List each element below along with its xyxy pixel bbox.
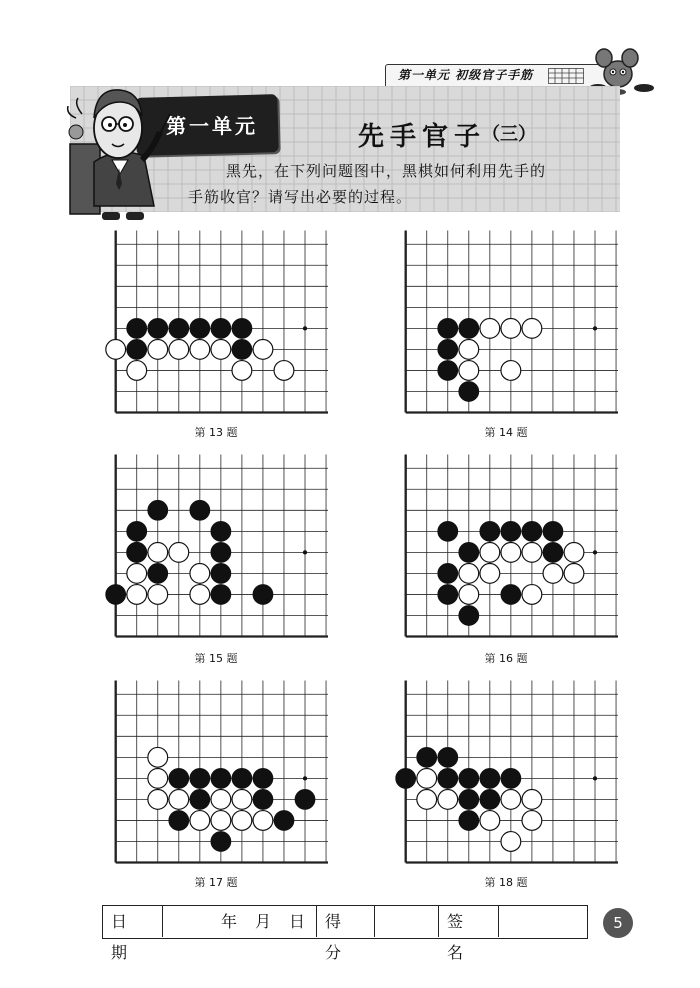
black-stone [148, 500, 168, 520]
white-stone [148, 768, 168, 788]
white-stone [148, 340, 168, 360]
black-stone [417, 747, 437, 767]
white-stone [522, 318, 542, 338]
score-field[interactable] [375, 906, 439, 937]
black-stone [211, 521, 231, 541]
white-stone [169, 790, 189, 810]
black-stone [438, 521, 458, 541]
black-stone [232, 318, 252, 338]
white-stone [169, 340, 189, 360]
black-stone [459, 811, 479, 831]
black-stone [211, 585, 231, 605]
white-stone [274, 361, 294, 381]
problem-board-14 [392, 230, 618, 415]
white-stone [232, 790, 252, 810]
black-stone [480, 521, 500, 541]
white-stone [148, 585, 168, 605]
white-stone [190, 811, 210, 831]
white-stone [564, 564, 584, 584]
year-label: 年 [221, 912, 244, 931]
white-stone [459, 361, 479, 381]
lesson-title: 先手官子 [358, 122, 487, 152]
black-stone [501, 521, 521, 541]
star-point [593, 776, 597, 780]
black-stone [169, 768, 189, 788]
star-point [593, 326, 597, 330]
black-stone [438, 340, 458, 360]
black-stone [438, 318, 458, 338]
white-stone [211, 340, 231, 360]
white-stone [232, 361, 252, 381]
date-label: 日 期 [103, 906, 163, 937]
white-stone [417, 768, 437, 788]
white-stone [501, 318, 521, 338]
black-stone [459, 382, 479, 402]
black-stone [438, 747, 458, 767]
black-stone [211, 564, 231, 584]
star-point [303, 550, 307, 554]
black-stone [501, 585, 521, 605]
star-point [593, 550, 597, 554]
star-point [303, 326, 307, 330]
black-stone [127, 521, 147, 541]
black-stone [438, 585, 458, 605]
black-stone [148, 318, 168, 338]
black-stone [211, 542, 231, 562]
problem-board-16 [392, 454, 618, 639]
instruction-line-1: 黑先，在下列问题图中，黑棋如何利用先手的 [226, 162, 547, 180]
black-stone [190, 500, 210, 520]
white-stone [480, 564, 500, 584]
black-stone [459, 790, 479, 810]
month-label: 月 [255, 912, 278, 931]
black-stone [295, 790, 315, 810]
white-stone [211, 811, 231, 831]
signature-label: 签 名 [439, 906, 499, 937]
problem-caption: 第 15 题 [194, 652, 238, 665]
white-stone [501, 361, 521, 381]
problem-board-18 [392, 680, 618, 865]
black-stone [127, 318, 147, 338]
problem-caption: 第 17 题 [194, 876, 238, 889]
white-stone [148, 542, 168, 562]
white-stone [127, 564, 147, 584]
white-stone [459, 585, 479, 605]
page-number: 5 [603, 908, 633, 938]
day-label: 日 [289, 912, 312, 931]
black-stone [211, 832, 231, 852]
white-stone [253, 811, 273, 831]
black-stone [543, 521, 563, 541]
unit-label: 第一单元 [166, 114, 258, 138]
chapter-header: 第一单元 初级官子手筋 [398, 68, 534, 82]
white-stone [190, 564, 210, 584]
black-stone [501, 768, 521, 788]
record-table [102, 905, 588, 962]
black-stone [480, 790, 500, 810]
black-stone [522, 521, 542, 541]
black-stone [127, 542, 147, 562]
problem-caption: 第 18 题 [484, 876, 528, 889]
white-stone [127, 585, 147, 605]
black-stone [253, 585, 273, 605]
score-label: 得 分 [317, 906, 375, 937]
white-stone [480, 318, 500, 338]
black-stone [232, 340, 252, 360]
date-field[interactable] [163, 906, 317, 937]
instruction-line-2: 手筋收官？请写出必要的过程。 [188, 188, 413, 206]
white-stone [564, 542, 584, 562]
white-stone [211, 790, 231, 810]
black-stone [190, 790, 210, 810]
white-stone [438, 790, 458, 810]
white-stone [190, 585, 210, 605]
black-stone [480, 768, 500, 788]
white-stone [501, 832, 521, 852]
problem-board-15 [102, 454, 328, 639]
black-stone [543, 542, 563, 562]
star-point [303, 776, 307, 780]
black-stone [211, 768, 231, 788]
black-stone [396, 768, 416, 788]
white-stone [169, 542, 189, 562]
black-stone [106, 585, 126, 605]
go-board-icon [548, 68, 584, 84]
black-stone [459, 768, 479, 788]
white-stone [501, 542, 521, 562]
black-stone [274, 811, 294, 831]
white-stone [232, 811, 252, 831]
black-stone [190, 768, 210, 788]
white-stone [480, 542, 500, 562]
black-stone [148, 564, 168, 584]
white-stone [480, 811, 500, 831]
white-stone [459, 340, 479, 360]
black-stone [438, 361, 458, 381]
black-stone [232, 768, 252, 788]
black-stone [438, 564, 458, 584]
black-stone [169, 318, 189, 338]
white-stone [190, 340, 210, 360]
black-stone [127, 340, 147, 360]
white-stone [522, 585, 542, 605]
black-stone [253, 768, 273, 788]
white-stone [417, 790, 437, 810]
white-stone [522, 542, 542, 562]
black-stone [190, 318, 210, 338]
black-stone [169, 811, 189, 831]
black-stone [459, 542, 479, 562]
lesson-subtitle: （三） [482, 124, 536, 145]
problem-caption: 第 13 题 [194, 426, 238, 439]
black-stone [438, 768, 458, 788]
problem-board-13 [102, 230, 328, 415]
white-stone [459, 564, 479, 584]
white-stone [253, 340, 273, 360]
problem-caption: 第 14 题 [484, 426, 528, 439]
white-stone [127, 361, 147, 381]
white-stone [522, 811, 542, 831]
black-stone [211, 318, 231, 338]
white-stone [148, 747, 168, 767]
signature-field[interactable] [499, 906, 587, 937]
white-stone [148, 790, 168, 810]
white-stone [106, 340, 126, 360]
problem-board-17 [102, 680, 328, 865]
problem-caption: 第 16 题 [484, 652, 528, 665]
black-stone [459, 318, 479, 338]
white-stone [522, 790, 542, 810]
black-stone [459, 606, 479, 626]
white-stone [543, 564, 563, 584]
white-stone [501, 790, 521, 810]
teacher-illustration [62, 74, 172, 224]
black-stone [253, 790, 273, 810]
